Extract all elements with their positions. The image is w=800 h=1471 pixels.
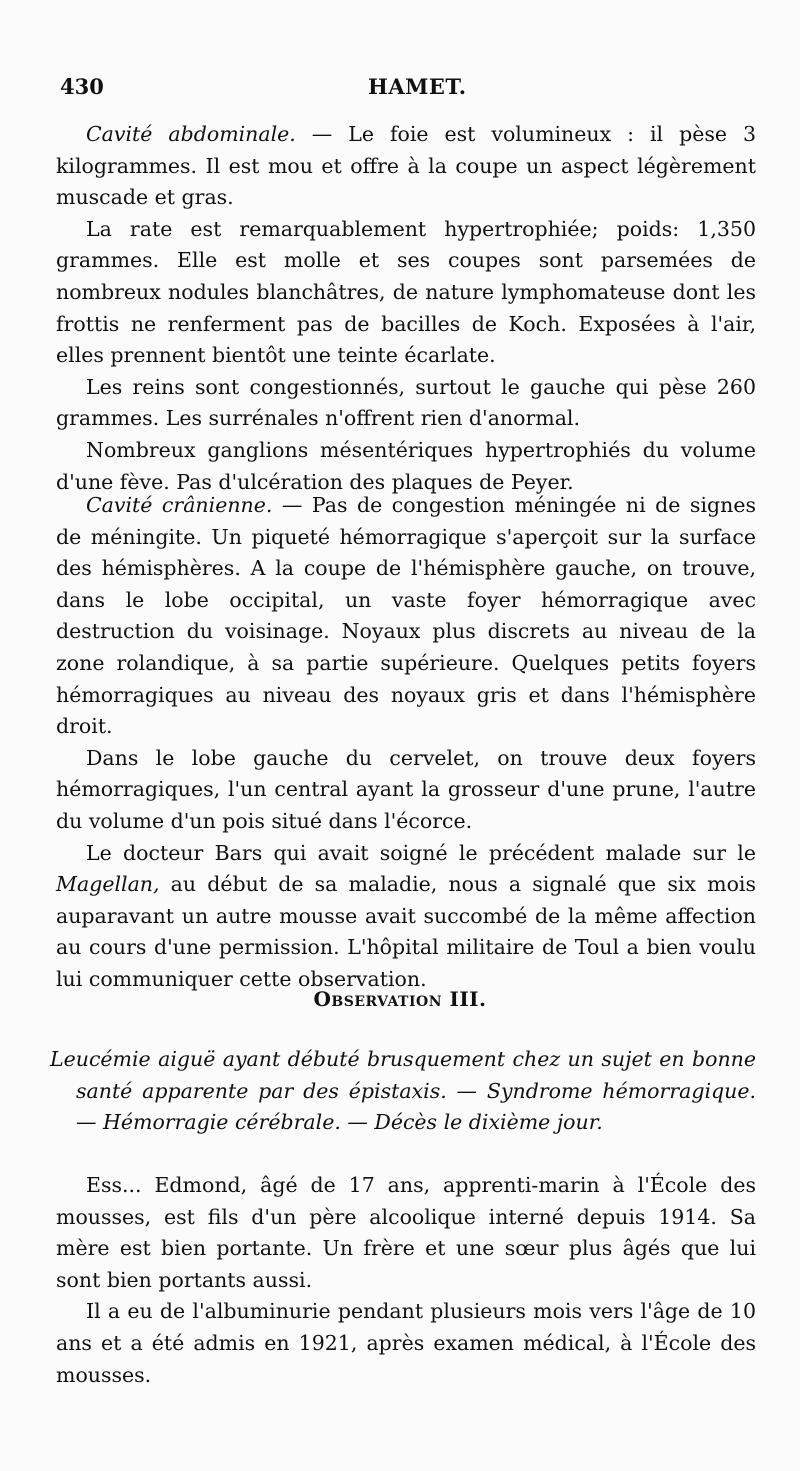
abdominal-section bbox=[56, 119, 756, 498]
observation-heading: Observation III. bbox=[313, 987, 487, 1011]
observation-paragraph-patient: Ess... Edmond, âgé de 17 ans, apprenti-marin à l'École des mousses, est fils d'un père alcoolique interné depuis 1914. Sa mère est bien portante. Un frère et une sœur plus âgés que lui sont bien portants aussi. bbox=[56, 1173, 756, 1292]
running-title: HAMET. bbox=[368, 74, 467, 99]
abdominal-paragraph-liver bbox=[56, 119, 756, 214]
cranial-paragraph-bars bbox=[56, 838, 756, 996]
cranial-section bbox=[56, 490, 756, 996]
page-number: 430 bbox=[60, 74, 104, 99]
cranial-label: Cavité crânienne. bbox=[86, 493, 273, 517]
cranial-paragraph-meninges bbox=[56, 490, 756, 743]
cranial-paragraph-cerebellum: Dans le lobe gauche du cervelet, on trouve deux foyers hémorragiques, l'un central ayant la grosseur d'une prune, l'autre du volume d'un pois situé dans l'écorce. bbox=[56, 745, 756, 833]
abdominal-paragraph-spleen: La rate est remarquablement hypertrophiée; poids: 1,350 grammes. Elle est molle et ses coupes sont parsemées de nombreux nodules blanchâtres, de nature lymphomateuse dont les frottis ne renferment pas de bacilles de Koch. Exposées à l'air, elles prennent bientôt une teinte écarlate. bbox=[56, 216, 756, 368]
observation-paragraph-history: Il a eu de l'albuminurie pendant plusieurs mois vers l'âge de 10 ans et a été admis en 1921, après examen médical, à l'École des mousses. bbox=[56, 1299, 756, 1387]
cranial-meninges-text: — Pas de congestion méningée ni de signes de méningite. Un piqueté hémorragique s'aperçoit sur la surface des hémisphères. A la coupe de l'hémisphère gauche, on trouve, dans le lobe occipital, un vaste foyer hémorragique avec destruction du voisinage. Noyaux plus discrets au niveau de la zone rolandique, à sa partie supérieure. Quelques petits foyers hémorragiques au niveau des noyaux gris et dans l'hémisphère droit. bbox=[56, 493, 756, 739]
running-head bbox=[60, 74, 760, 104]
abdominal-liver-text: — Le foie est volumineux : il pèse 3 kilogrammes. Il est mou et offre à la coupe un aspect légèrement muscade et gras. bbox=[56, 122, 756, 210]
observation-body bbox=[56, 1170, 756, 1391]
abdominal-label: Cavité abdominale. bbox=[86, 122, 296, 146]
abdominal-paragraph-kidneys: Les reins sont congestionnés, surtout le gauche qui pèse 260 grammes. Les surrénales n'offrent rien d'anormal. bbox=[56, 374, 756, 431]
abdominal-paragraph-ganglia: Nombreux ganglions mésentériques hypertrophiés du volume d'une fève. Pas d'ulcération des plaques de Peyer. bbox=[56, 437, 756, 494]
observation-summary: Leucémie aiguë ayant débuté brusquement chez un sujet en bonne santé apparente par des épistaxis. — Syndrome hémorragique. — Hémorragie cérébrale. — Décès le dixième jour. bbox=[50, 1047, 756, 1134]
ship-name: Magellan, bbox=[56, 872, 160, 897]
bars-text-end: au début de sa maladie, nous a signalé que six mois auparavant un autre mousse avait succombé de la même affection au cours d'une permission. L'hôpital militaire de Toul a bien voulu lui communiquer cette observation. bbox=[56, 872, 756, 991]
bars-text-start: Le docteur Bars qui avait soigné le précédent malade sur le bbox=[86, 840, 756, 865]
